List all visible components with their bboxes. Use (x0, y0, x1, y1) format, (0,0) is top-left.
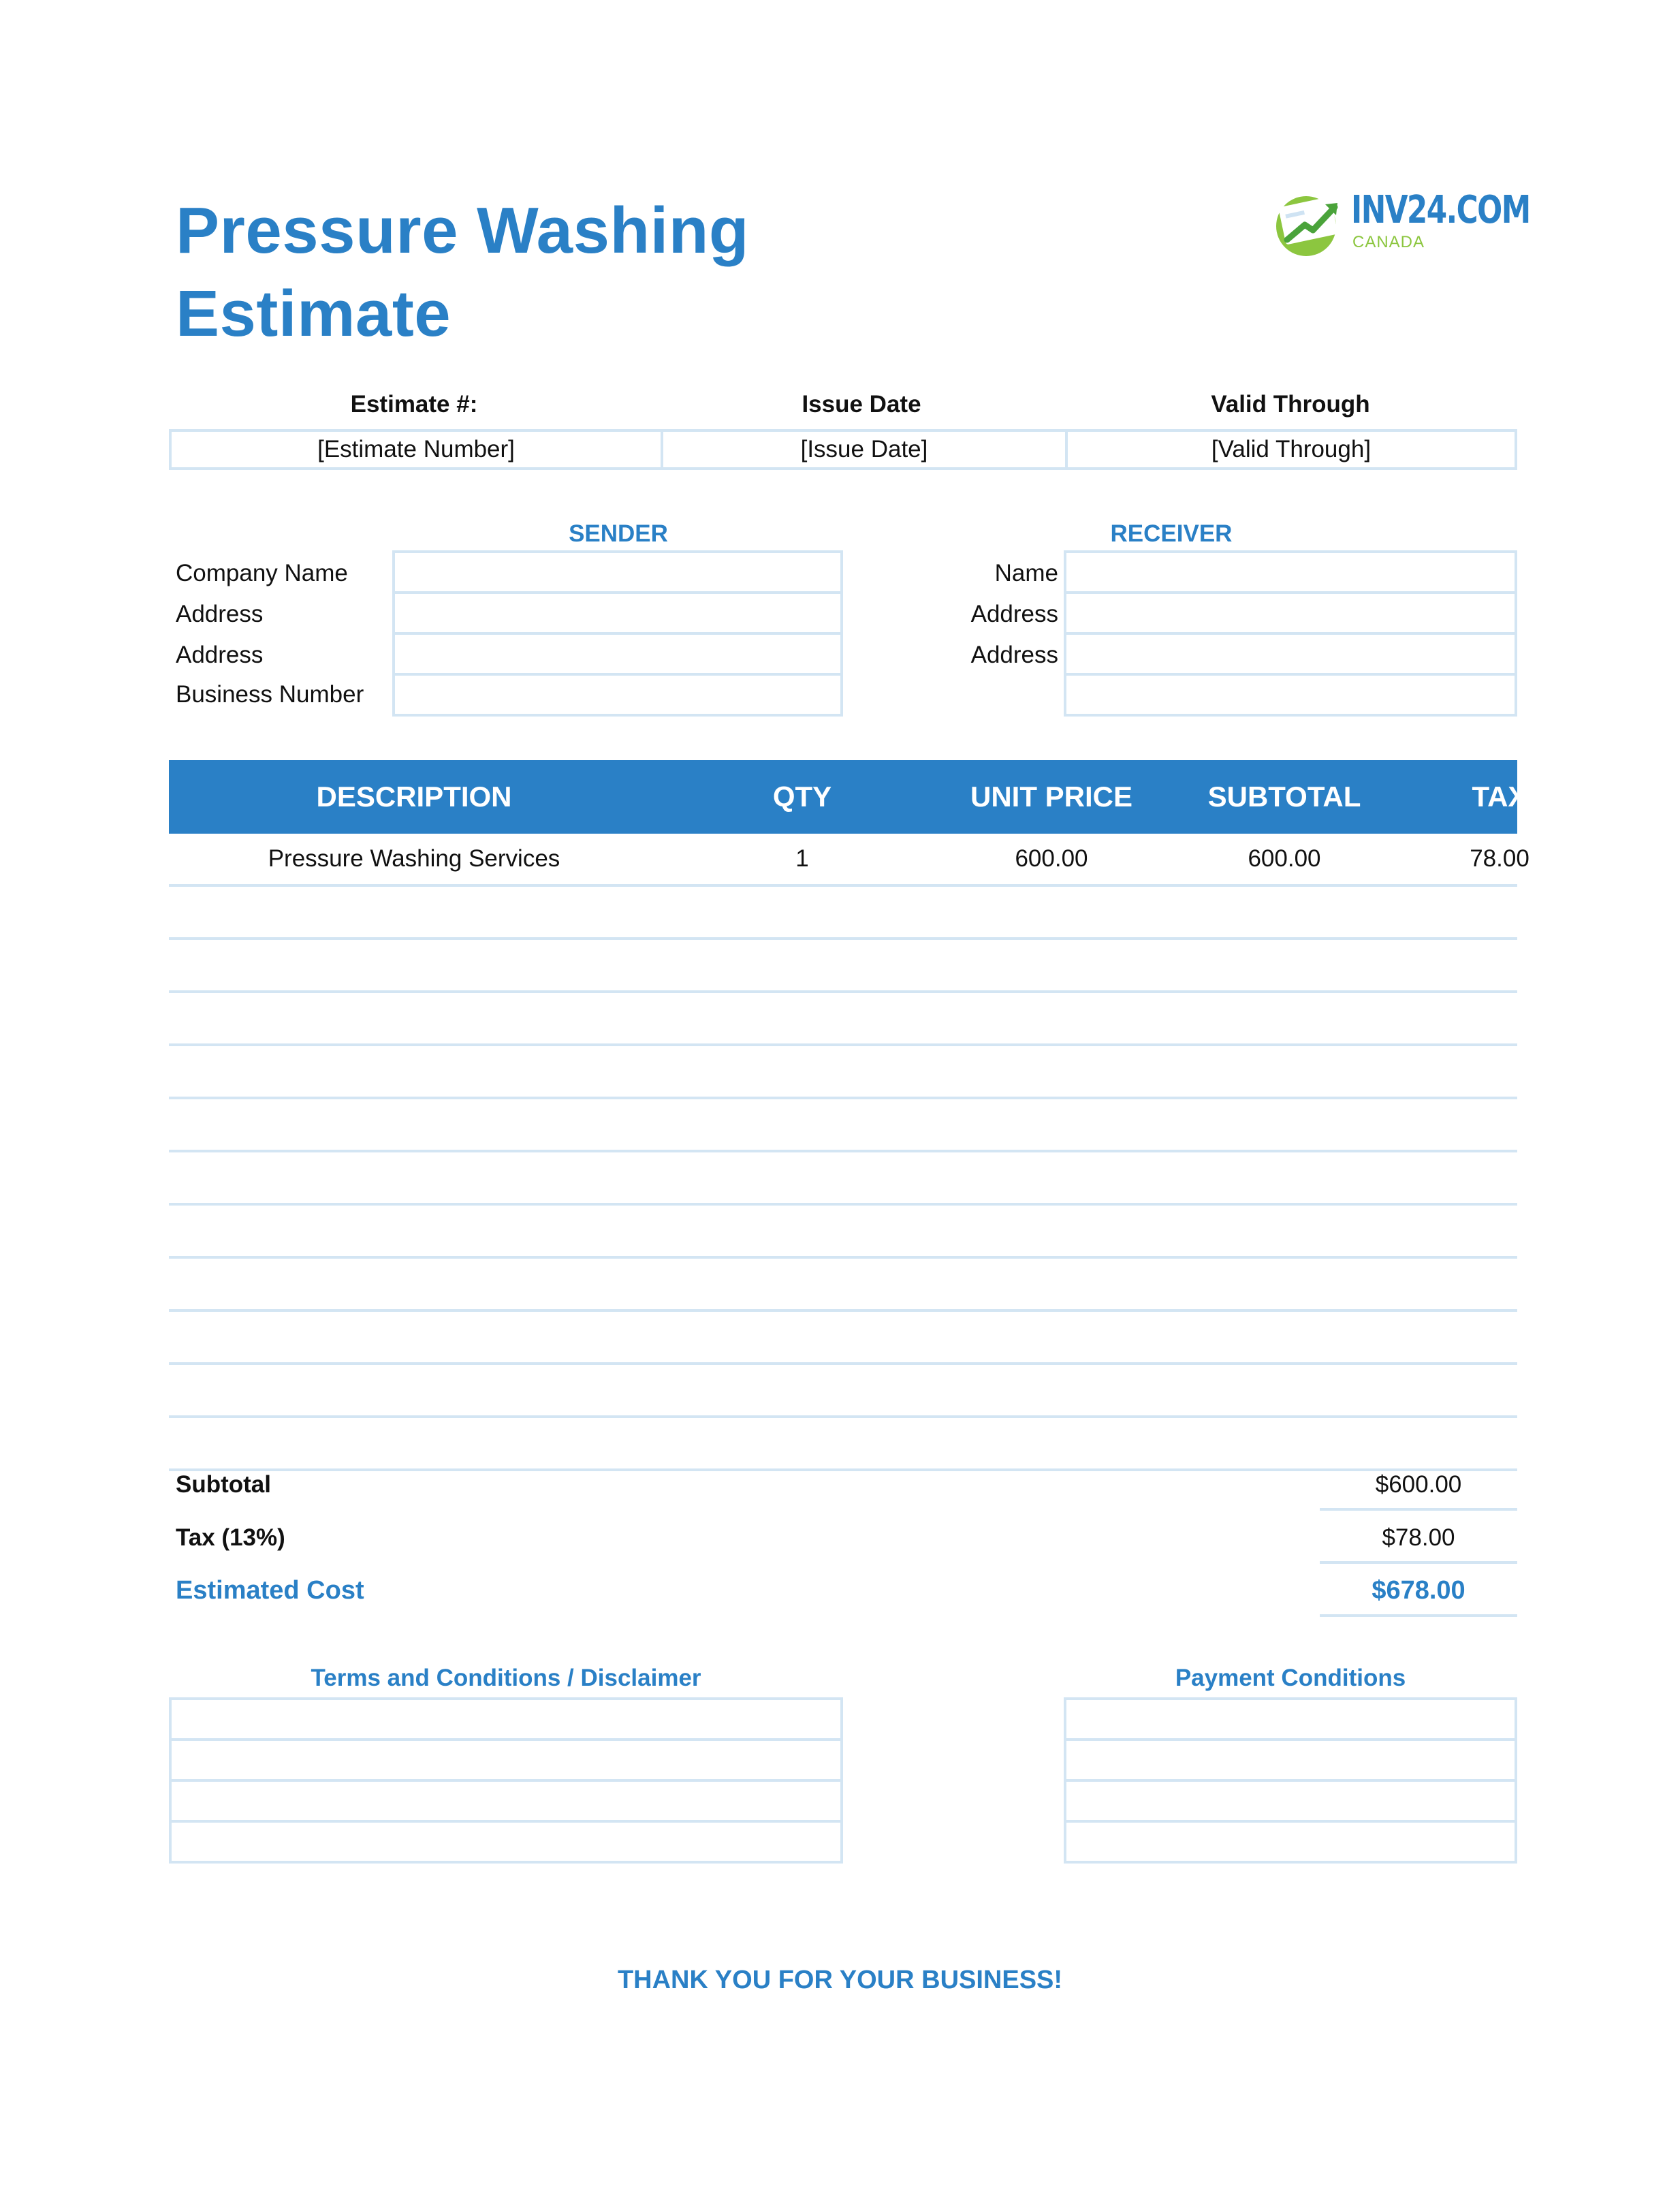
table-row (169, 1046, 1517, 1099)
estimate-number-field[interactable]: [Estimate Number] (317, 436, 515, 462)
cell-tax[interactable] (1397, 1152, 1602, 1203)
subtotal-value: $600.00 (1375, 1471, 1462, 1498)
table-row (169, 1418, 1517, 1471)
cell-tax[interactable] (1397, 940, 1602, 990)
cell-unit-price[interactable] (945, 940, 1158, 990)
receiver-label-name: Name (994, 560, 1058, 586)
divider (172, 1738, 840, 1741)
cell-unit-price[interactable] (945, 1312, 1158, 1362)
cell-subtotal[interactable] (1158, 1152, 1411, 1203)
cell-qty[interactable] (659, 1365, 945, 1415)
cell-unit-price[interactable] (945, 1259, 1158, 1309)
divider (1066, 1738, 1515, 1741)
logo-text: INV24.COM (1351, 188, 1530, 232)
sender-label-address-2: Address (176, 642, 264, 668)
cell-qty[interactable] (659, 993, 945, 1043)
cell-tax[interactable] (1397, 1099, 1602, 1150)
terms-heading: Terms and Conditions / Disclaimer (311, 1665, 701, 1691)
receiver-extra-input[interactable] (1066, 676, 1515, 714)
divider (1320, 1561, 1517, 1564)
cell-description[interactable] (169, 940, 659, 990)
cell-tax[interactable] (1397, 1259, 1602, 1309)
table-row (169, 1099, 1517, 1152)
receiver-fields (1064, 550, 1517, 717)
sender-address-1-input[interactable] (395, 594, 840, 632)
cell-tax[interactable] (1397, 1206, 1602, 1256)
divider (1066, 1820, 1515, 1823)
sender-label-business-number: Business Number (176, 681, 364, 708)
thank-you-message: THANK YOU FOR YOUR BUSINESS! (617, 1966, 1063, 1994)
column-unit-price: UNIT PRICE (970, 781, 1132, 813)
payment-heading: Payment Conditions (1175, 1665, 1406, 1691)
column-description: DESCRIPTION (316, 781, 512, 813)
tax-label: Tax (13%) (176, 1524, 285, 1551)
sender-company-input[interactable] (395, 553, 840, 591)
cell-description[interactable]: Pressure Washing Services (268, 845, 560, 872)
items-table-body (169, 834, 1530, 1471)
items-table-header (169, 760, 1527, 834)
estimate-number-label: Estimate #: (350, 391, 478, 418)
cell-tax[interactable] (1397, 1418, 1602, 1468)
table-row (169, 1365, 1517, 1418)
cell-unit-price[interactable] (945, 887, 1158, 937)
table-row (169, 940, 1517, 993)
cell-unit-price[interactable] (945, 1418, 1158, 1468)
divider (1320, 1508, 1517, 1511)
cell-tax[interactable] (1397, 1312, 1602, 1362)
cell-qty[interactable] (659, 1152, 945, 1203)
receiver-label-address-2: Address (970, 642, 1058, 668)
cell-subtotal[interactable] (1158, 887, 1411, 937)
receiver-heading: RECEIVER (1110, 520, 1233, 547)
table-row (169, 1206, 1517, 1259)
tax-value: $78.00 (1382, 1524, 1455, 1551)
table-row (169, 993, 1517, 1046)
cell-subtotal[interactable] (1158, 1206, 1411, 1256)
company-logo (1272, 187, 1530, 262)
cell-description[interactable] (169, 887, 659, 937)
cell-tax[interactable] (1397, 887, 1602, 937)
cell-unit-price[interactable] (945, 1046, 1158, 1097)
receiver-label-address-1: Address (970, 601, 1058, 627)
cell-qty[interactable] (659, 1259, 945, 1309)
cell-description[interactable] (169, 1046, 659, 1097)
cell-description[interactable] (169, 1259, 659, 1309)
table-row (169, 834, 1530, 887)
cell-subtotal[interactable] (1158, 1312, 1411, 1362)
cell-qty[interactable] (659, 887, 945, 937)
page-title (176, 189, 749, 356)
cell-description[interactable] (169, 1152, 659, 1203)
cell-tax[interactable] (1397, 993, 1602, 1043)
estimated-cost-label: Estimated Cost (176, 1576, 364, 1605)
cell-unit-price[interactable] (945, 1099, 1158, 1150)
cell-subtotal[interactable] (1158, 940, 1411, 990)
cell-description[interactable] (169, 993, 659, 1043)
issue-date-label: Issue Date (802, 391, 921, 418)
cell-unit-price[interactable] (945, 1152, 1158, 1203)
payment-box[interactable] (1064, 1697, 1517, 1864)
sender-heading: SENDER (569, 520, 668, 547)
cell-unit-price[interactable] (945, 993, 1158, 1043)
sender-address-2-input[interactable] (395, 635, 840, 673)
cell-description[interactable] (169, 1418, 659, 1468)
title-line-1: Pressure Washing (176, 194, 750, 267)
divider (1320, 1614, 1517, 1617)
cell-subtotal[interactable] (1158, 1259, 1411, 1309)
cell-subtotal[interactable] (1158, 993, 1411, 1043)
valid-through-field[interactable]: [Valid Through] (1211, 436, 1372, 462)
cell-subtotal[interactable] (1158, 1418, 1411, 1468)
cell-unit-price[interactable]: 600.00 (1015, 845, 1088, 872)
column-qty: QTY (772, 781, 832, 813)
cell-qty[interactable] (659, 1418, 945, 1468)
table-row (169, 1259, 1517, 1312)
cell-qty[interactable] (659, 1046, 945, 1097)
cell-tax[interactable] (1397, 1365, 1602, 1415)
sender-fields (392, 550, 843, 717)
cell-qty[interactable] (659, 1206, 945, 1256)
cell-qty[interactable] (659, 1099, 945, 1150)
issue-date-field[interactable]: [Issue Date] (800, 436, 928, 462)
sender-label-company: Company Name (176, 560, 348, 586)
cell-tax[interactable]: 78.00 (1470, 845, 1530, 872)
logo-icon (1272, 187, 1347, 262)
divider (1066, 1779, 1515, 1782)
cell-qty[interactable] (659, 1312, 945, 1362)
sender-label-address-1: Address (176, 601, 264, 627)
sender-business-number-input[interactable] (395, 676, 840, 714)
receiver-address-2-input[interactable] (1066, 635, 1515, 673)
logo-subtext: CANADA (1352, 233, 1425, 251)
cell-qty[interactable]: 1 (795, 845, 809, 872)
terms-box[interactable] (169, 1697, 843, 1864)
receiver-address-1-input[interactable] (1066, 594, 1515, 632)
column-tax: TAX (1472, 781, 1527, 813)
table-row (169, 1152, 1517, 1206)
estimate-info-table (169, 429, 1517, 470)
valid-through-label: Valid Through (1211, 391, 1370, 418)
cell-subtotal[interactable]: 600.00 (1248, 845, 1321, 872)
table-row (169, 1312, 1517, 1365)
cell-unit-price[interactable] (945, 1206, 1158, 1256)
receiver-name-input[interactable] (1066, 553, 1515, 591)
cell-tax[interactable] (1397, 1046, 1602, 1097)
divider (172, 1779, 840, 1782)
estimated-cost-value: $678.00 (1372, 1576, 1465, 1605)
table-row (169, 887, 1517, 940)
cell-description[interactable] (169, 1312, 659, 1362)
cell-description[interactable] (169, 1099, 659, 1150)
title-line-2: Estimate (176, 277, 451, 350)
cell-subtotal[interactable] (1158, 1099, 1411, 1150)
subtotal-label: Subtotal (176, 1471, 271, 1498)
cell-qty[interactable] (659, 940, 945, 990)
divider (172, 1820, 840, 1823)
cell-subtotal[interactable] (1158, 1046, 1411, 1097)
cell-subtotal[interactable] (1158, 1365, 1411, 1415)
cell-description[interactable] (169, 1365, 659, 1415)
cell-description[interactable] (169, 1206, 659, 1256)
column-subtotal: SUBTOTAL (1207, 781, 1361, 813)
cell-unit-price[interactable] (945, 1365, 1158, 1415)
